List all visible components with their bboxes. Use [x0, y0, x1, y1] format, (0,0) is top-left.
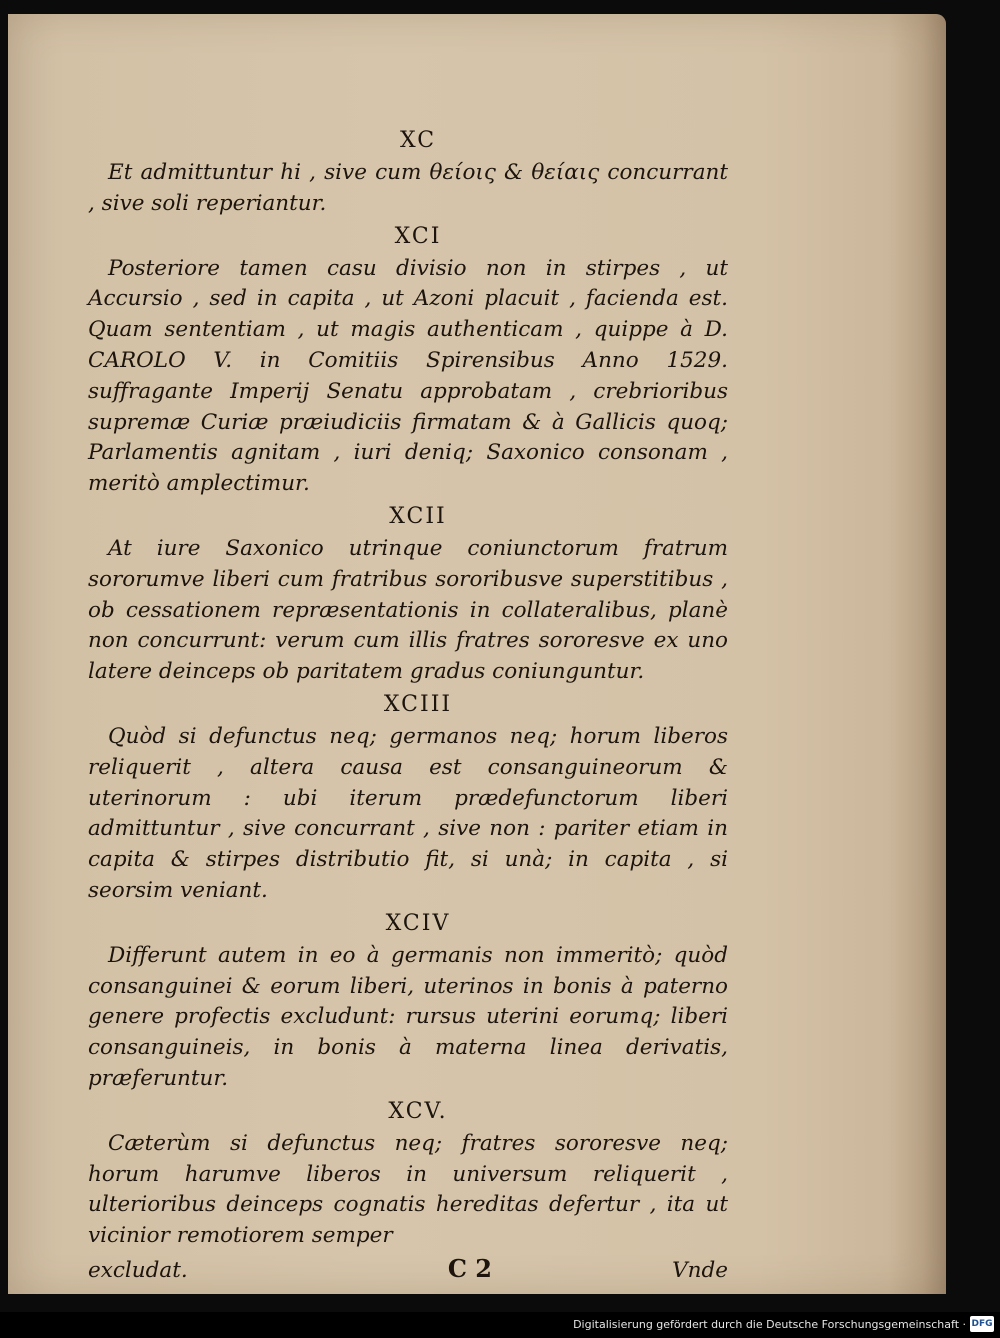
section-paragraph: Cæterùm si defunctus neq; fratres sororesve neq; horum harumve liberos in universum reliquerit , ulterioribus deinceps cognatis hereditas defertur , ita ut vicinior remotiorem semper	[88, 1130, 728, 1249]
catchword: Vnde	[672, 1257, 728, 1283]
signature-mark: C 2	[447, 1253, 492, 1283]
section-paragraph: Differunt autem in eo à germanis non immeritò; quòd consanguinei & eorum liberi, uterinos in bonis à paterno genere profectis excludunt: rursus uterini eorumq; liberi consanguineis, in bonis à materna linea derivatis, præferuntur.	[88, 942, 728, 1091]
section-heading: XCI	[394, 223, 442, 249]
dfg-logo-icon: DFG	[970, 1316, 994, 1332]
digitization-credit: Digitalisierung gefördert durch die Deutsche Forschungsgemeinschaft ·	[573, 1318, 966, 1331]
book-page	[8, 14, 946, 1294]
section-heading: XCIII	[383, 691, 453, 717]
page-footer-line	[88, 1254, 728, 1287]
section-paragraph: Posteriore tamen casu divisio non in stirpes , ut Accursio , sed in capita , ut Azoni placuit , facienda est. Quam sententiam , ut magis authenticam , quippe à D. CAROLO V. in Comitiis Spirensibus Anno 1529. suffragante Imperij Senatu approbatam , crebrioribus supremæ Curiæ præiudiciis firmatam & à Gallicis quoq; Parlamentis agnitam , iuri deniq; Saxonico consonam , meritò amplectimur.	[88, 255, 728, 497]
section-paragraph: At iure Saxonico utrinque coniunctorum fratrum sororumve liberi cum fratribus sororibusve superstitibus , ob cessationem repræsentationis in collateralibus, planè non concurrunt: verum cum illis fratres sororesve ex uno latere deinceps ob paritatem gradus coniunguntur.	[88, 535, 728, 685]
page-text	[88, 124, 728, 1287]
page-edge-shadow	[888, 14, 946, 1294]
last-line-text: excludat.	[88, 1257, 188, 1283]
section-paragraph: Quòd si defunctus neq; germanos neq; horum liberos reliquerit , altera causa est consanguineorum & uterinorum : ubi iterum prædefunctorum liberi admittuntur , sive concurrant , sive non : pariter etiam in capita & stirpes distributio fit, si unà; in capita , si seorsim veniant.	[88, 723, 728, 903]
section-heading: XC	[399, 128, 437, 153]
section-heading: XCV.	[388, 1098, 448, 1124]
section-heading: XCII	[389, 503, 447, 529]
section-paragraph: Et admittuntur hi , sive cum θείοις & θείαις concurrant , sive soli reperiantur.	[88, 160, 728, 216]
section-heading: XCIV	[385, 910, 451, 936]
